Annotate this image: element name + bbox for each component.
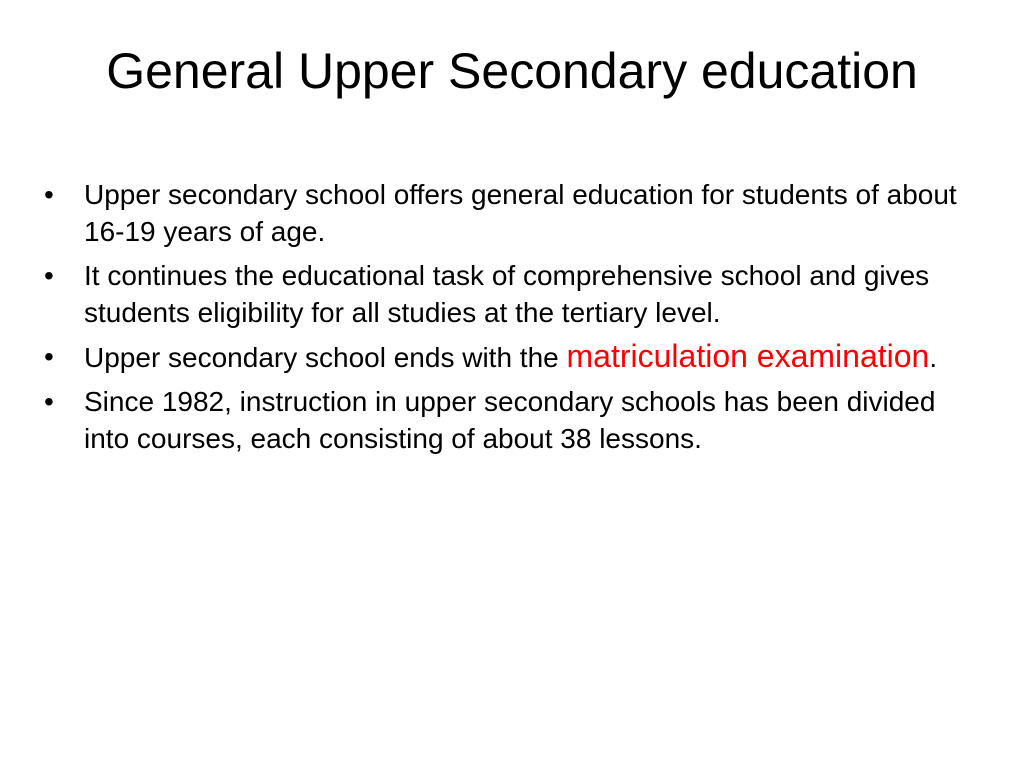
bullet-item: [40, 338, 970, 376]
bullet-text-before: Upper secondary school ends with the: [84, 342, 567, 373]
bullet-item: [40, 383, 970, 457]
bullet-text: Upper secondary school offers general education for students of about 16-19 years of age.: [84, 179, 957, 247]
bullet-item: [40, 257, 970, 331]
bullet-marker: •: [44, 341, 54, 372]
slide-title: General Upper Secondary education: [106, 43, 918, 99]
bullet-list: [40, 176, 970, 464]
bullet-marker: •: [44, 179, 54, 210]
bullet-item: [40, 176, 970, 250]
bullet-text-after: .: [929, 342, 938, 373]
highlighted-term: matriculation examination: [566, 338, 930, 374]
bullet-text: Since 1982, instruction in upper secondary schools has been divided into courses, each consisting of about 38 lessons.: [84, 386, 936, 454]
bullet-marker: •: [44, 386, 54, 417]
bullet-marker: •: [44, 260, 54, 291]
bullet-text: It continues the educational task of comprehensive school and gives students eligibility for all studies at the tertiary level.: [84, 260, 930, 328]
